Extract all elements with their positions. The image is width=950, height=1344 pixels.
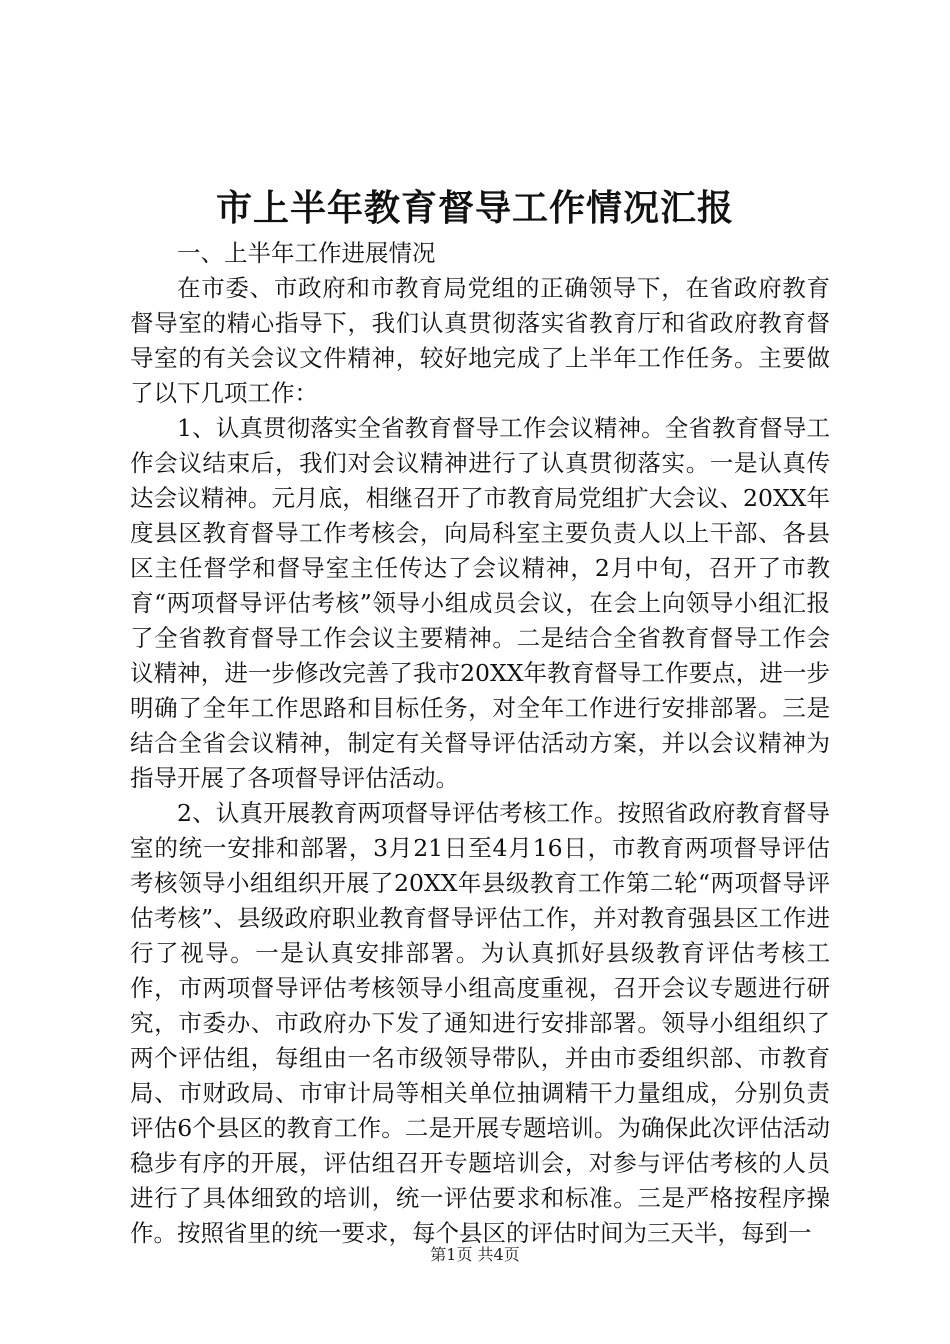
document-title: 市上半年教育督导工作情况汇报 — [215, 187, 734, 229]
paragraph-intro: 在市委、市政府和市教育局党组的正确领导下，在省政府教育督导室的精心指导下，我们认真贯彻落实省教育厅和省政府教育督导室的有关会议文件精神，较好地完成了上半年工作任务。主要做了以下几项工作： — [130, 274, 830, 407]
paragraph-item-1: 1、认真贯彻落实全省教育督导工作会议精神。全省教育督导工作会议结束后，我们对会议精神进行了认真贯彻落实。一是认真传达会议精神。元月底，相继召开了市教育局党组扩大会议、20XX年度县区教育督导工作考核会，向局科室主要负责人以上干部、各县区主任督学和督导室主任传达了会议精神，2月中旬，召开了市教育“两项督导评估考核”领导小组成员会议，在会上向领导小组汇报了全省教育督导工作会议主要精神。二是结合全省教育督导工作会议精神，进一步修改完善了我市20XX年教育督导工作要点，进一步明确了全年工作思路和目标任务，对全年工作进行安排部署。三是结合全省会议精神，制定有关督导评估活动方案，并以会议精神为指导开展了各项督导评估活动。 — [130, 414, 830, 792]
page-number: 第1页 共4页 — [430, 1245, 520, 1264]
paragraph-item-2: 2、认真开展教育两项督导评估考核工作。按照省政府教育督导室的统一安排和部署，3月21日至4月16日，市教育两项督导评估考核领导小组组织开展了20XX年县级教育工作第二轮“两项督导评估考核”、县级政府职业教育督导评估工作，并对教育强县区工作进行了视导。一是认真安排部署。为认真抓好县级教育评估考核工作，市两项督导评估考核领导小组高度重视，召开会议专题进行研究，市委办、市政府办下发了通知进行安排部署。领导小组组织了两个评估组，每组由一名市级领导带队，并由市委组织部、市教育局、市财政局、市审计局等相关单位抽调精干力量组成，分别负责评估6个县区的教育工作。二是开展专题培训。为确保此次评估活动稳步有序的开展，评估组召开专题培训会，对参与评估考核的人员进行了具体细致的培训，统一评估要求和标准。三是严格按程序操作。按照省里的统一要求，每个县区的评估时间为三天半，每到一 — [130, 799, 830, 1247]
document-body — [130, 236, 830, 1251]
section-heading: 一、上半年工作进展情况 — [177, 239, 436, 267]
